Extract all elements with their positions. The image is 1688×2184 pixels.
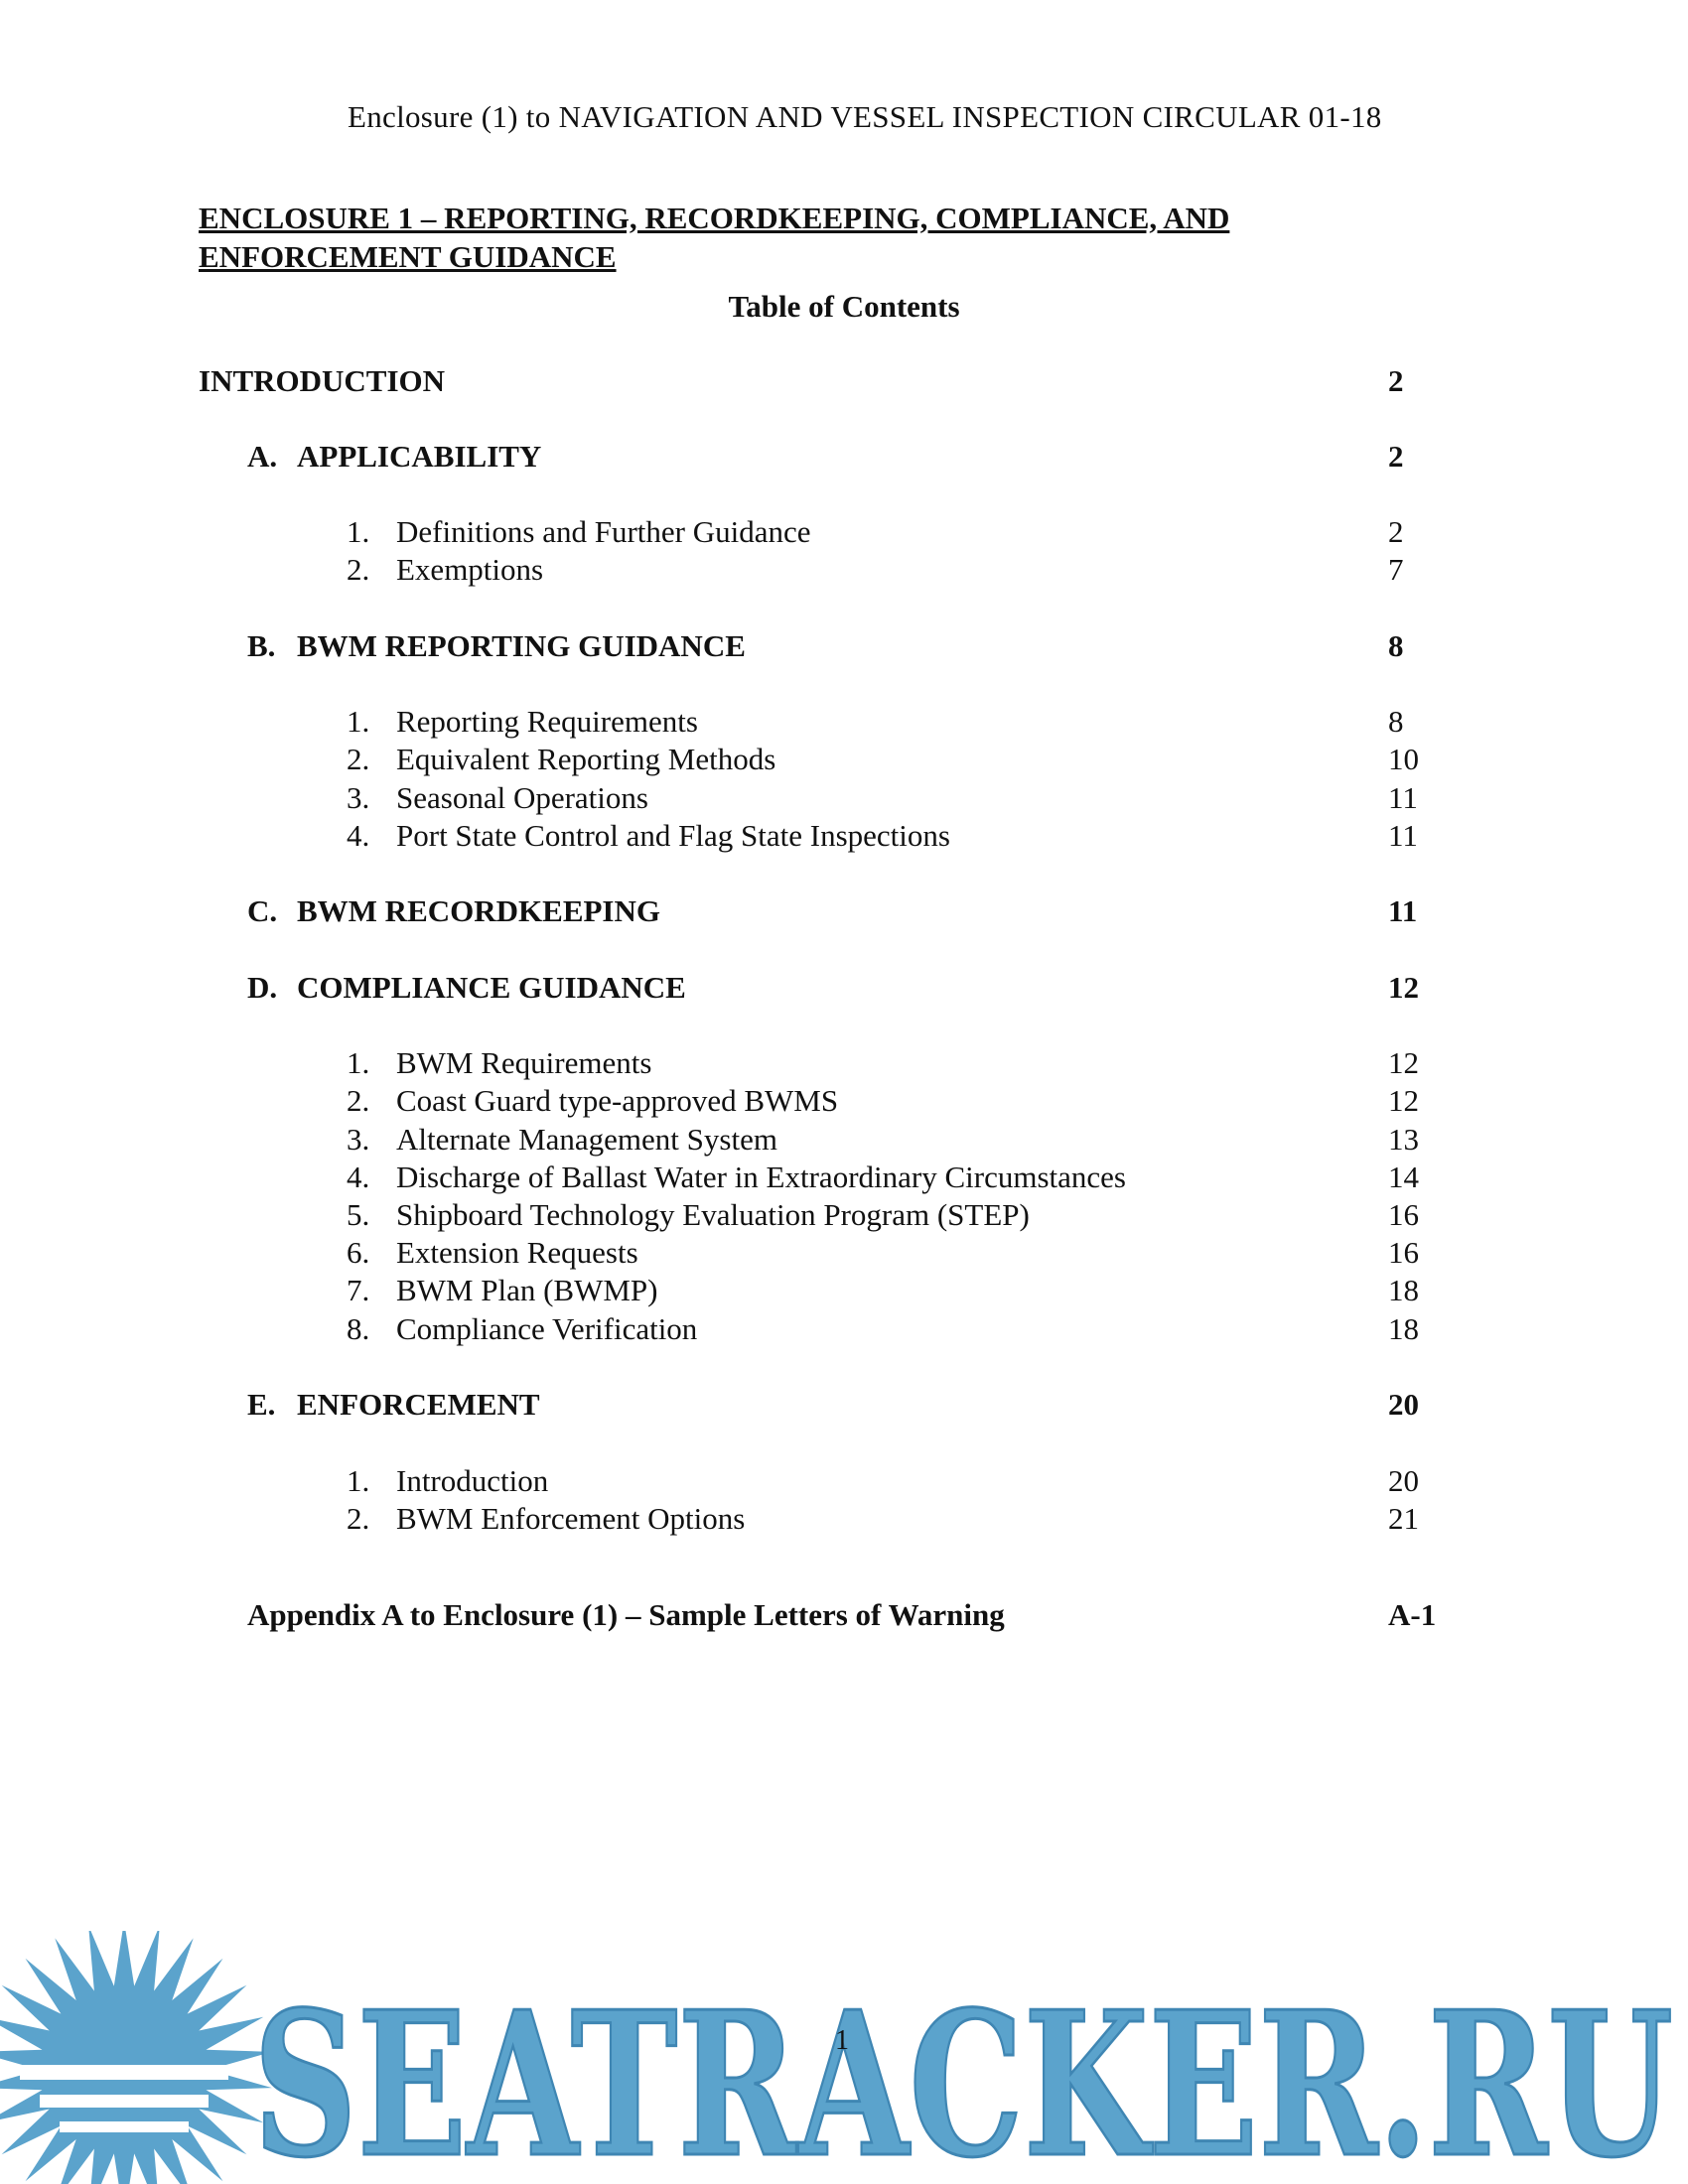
toc-item-page: 11: [1388, 818, 1418, 853]
document-title: [199, 199, 1331, 276]
toc-item-label: BWM Requirements: [396, 1045, 652, 1080]
toc-section-label: BWM RECORDKEEPING: [297, 893, 660, 928]
document-title-line-2: ENFORCEMENT GUIDANCE: [199, 239, 617, 274]
toc-item-page: 12: [1388, 1045, 1419, 1080]
toc-item-page: 10: [1388, 742, 1419, 776]
toc-page-section-b: 8: [1388, 628, 1404, 663]
toc-item-number: 4.: [347, 1160, 370, 1194]
toc-page-section-a: 2: [1388, 439, 1404, 474]
toc-item: [347, 1501, 745, 1537]
toc-item-label: Discharge of Ballast Water in Extraordinary Circumstances: [396, 1160, 1126, 1194]
toc-section-e: [247, 1387, 540, 1423]
toc-item-page: 13: [1388, 1122, 1419, 1157]
toc-item: [347, 552, 543, 588]
sun-logo-icon: [0, 1931, 272, 2184]
toc-section-a: [247, 439, 541, 475]
toc-section-letter: A.: [247, 439, 278, 474]
toc-item: [347, 742, 775, 777]
toc-item: [347, 1083, 838, 1119]
toc-item-number: 5.: [347, 1197, 370, 1232]
toc-item: [347, 1273, 658, 1308]
toc-item-page: 2: [1388, 514, 1404, 549]
toc-entry-introduction: INTRODUCTION: [199, 363, 446, 398]
toc-item-number: 8.: [347, 1311, 370, 1346]
toc-item-number: 4.: [347, 818, 370, 853]
toc-item-page: 11: [1388, 780, 1418, 815]
toc-item: [347, 1235, 638, 1271]
toc-item-label: Reporting Requirements: [396, 704, 698, 739]
toc-section-letter: D.: [247, 970, 278, 1005]
toc-entry-appendix: Appendix A to Enclosure (1) – Sample Letters of Warning: [247, 1597, 1005, 1632]
toc-item-label: Exemptions: [396, 552, 544, 587]
toc-item: [347, 704, 698, 740]
toc-item-number: 1.: [347, 514, 370, 549]
toc-item: [347, 1160, 1126, 1195]
toc-section-b: [247, 628, 746, 664]
toc-item: [347, 514, 811, 550]
toc-page-section-c: 11: [1388, 893, 1418, 928]
toc-item-page: 21: [1388, 1501, 1419, 1536]
toc-item-number: 1.: [347, 1463, 370, 1498]
toc-page-introduction: 2: [1388, 363, 1404, 398]
toc-item-page: 16: [1388, 1197, 1419, 1232]
toc-item-label: Port State Control and Flag State Inspections: [396, 818, 950, 853]
toc-item-number: 2.: [347, 1083, 370, 1118]
toc-section-letter: C.: [247, 893, 278, 928]
document-title-line-1: ENCLOSURE 1 – REPORTING, RECORDKEEPING, COMPLIANCE, AND: [199, 201, 1230, 235]
toc-item: [347, 1045, 651, 1081]
toc-item-page: 20: [1388, 1463, 1419, 1498]
toc-item-number: 2.: [347, 1501, 370, 1536]
toc-section-label: BWM REPORTING GUIDANCE: [297, 628, 746, 663]
toc-item-number: 1.: [347, 1045, 370, 1080]
toc-item-page: 14: [1388, 1160, 1419, 1194]
toc-item-page: 18: [1388, 1311, 1419, 1346]
toc-item-number: 3.: [347, 1122, 370, 1157]
toc-item-page: 12: [1388, 1083, 1419, 1118]
toc-item-number: 7.: [347, 1273, 370, 1307]
toc-item-label: Definitions and Further Guidance: [396, 514, 811, 549]
toc-section-c: [247, 893, 660, 929]
toc-item-label: Coast Guard type-approved BWMS: [396, 1083, 839, 1118]
toc-item-label: BWM Enforcement Options: [396, 1501, 746, 1536]
toc-item-label: Introduction: [396, 1463, 549, 1498]
page-number: 1: [835, 2025, 849, 2056]
toc-item-number: 2.: [347, 742, 370, 776]
toc-item: [347, 818, 950, 854]
toc-heading: Table of Contents: [728, 289, 960, 324]
toc-item: [347, 780, 648, 816]
toc-page-appendix: A-1: [1388, 1597, 1437, 1632]
toc-item: [347, 1122, 777, 1158]
toc-section-letter: B.: [247, 628, 276, 663]
toc-item-label: Compliance Verification: [396, 1311, 698, 1346]
toc-item-label: Equivalent Reporting Methods: [396, 742, 776, 776]
toc-section-d: [247, 970, 686, 1006]
seatracker-watermark: [0, 1931, 1688, 2184]
toc-item-page: 7: [1388, 552, 1404, 587]
toc-item-number: 1.: [347, 704, 370, 739]
toc-item-label: Seasonal Operations: [396, 780, 648, 815]
toc-item-label: Alternate Management System: [396, 1122, 777, 1157]
toc-item: [347, 1197, 1030, 1233]
toc-item-page: 16: [1388, 1235, 1419, 1270]
watermark-text: SEATRACKER.RU: [253, 1969, 1673, 2184]
toc-item-page: 18: [1388, 1273, 1419, 1307]
toc-section-letter: E.: [247, 1387, 276, 1422]
toc-item: [347, 1463, 548, 1499]
toc-section-label: ENFORCEMENT: [297, 1387, 540, 1422]
toc-item-label: BWM Plan (BWMP): [396, 1273, 658, 1307]
toc-item-label: Shipboard Technology Evaluation Program (STEP): [396, 1197, 1030, 1232]
toc-page-section-d: 12: [1388, 970, 1419, 1005]
toc-page-section-e: 20: [1388, 1387, 1419, 1422]
toc-item: [347, 1311, 697, 1347]
toc-item-number: 2.: [347, 552, 370, 587]
toc-item-page: 8: [1388, 704, 1404, 739]
toc-item-label: Extension Requests: [396, 1235, 638, 1270]
toc-item-number: 3.: [347, 780, 370, 815]
toc-section-label: COMPLIANCE GUIDANCE: [297, 970, 686, 1005]
running-header: Enclosure (1) to NAVIGATION AND VESSEL INSPECTION CIRCULAR 01-18: [348, 99, 1382, 134]
toc-section-label: APPLICABILITY: [297, 439, 542, 474]
toc-item-number: 6.: [347, 1235, 370, 1270]
